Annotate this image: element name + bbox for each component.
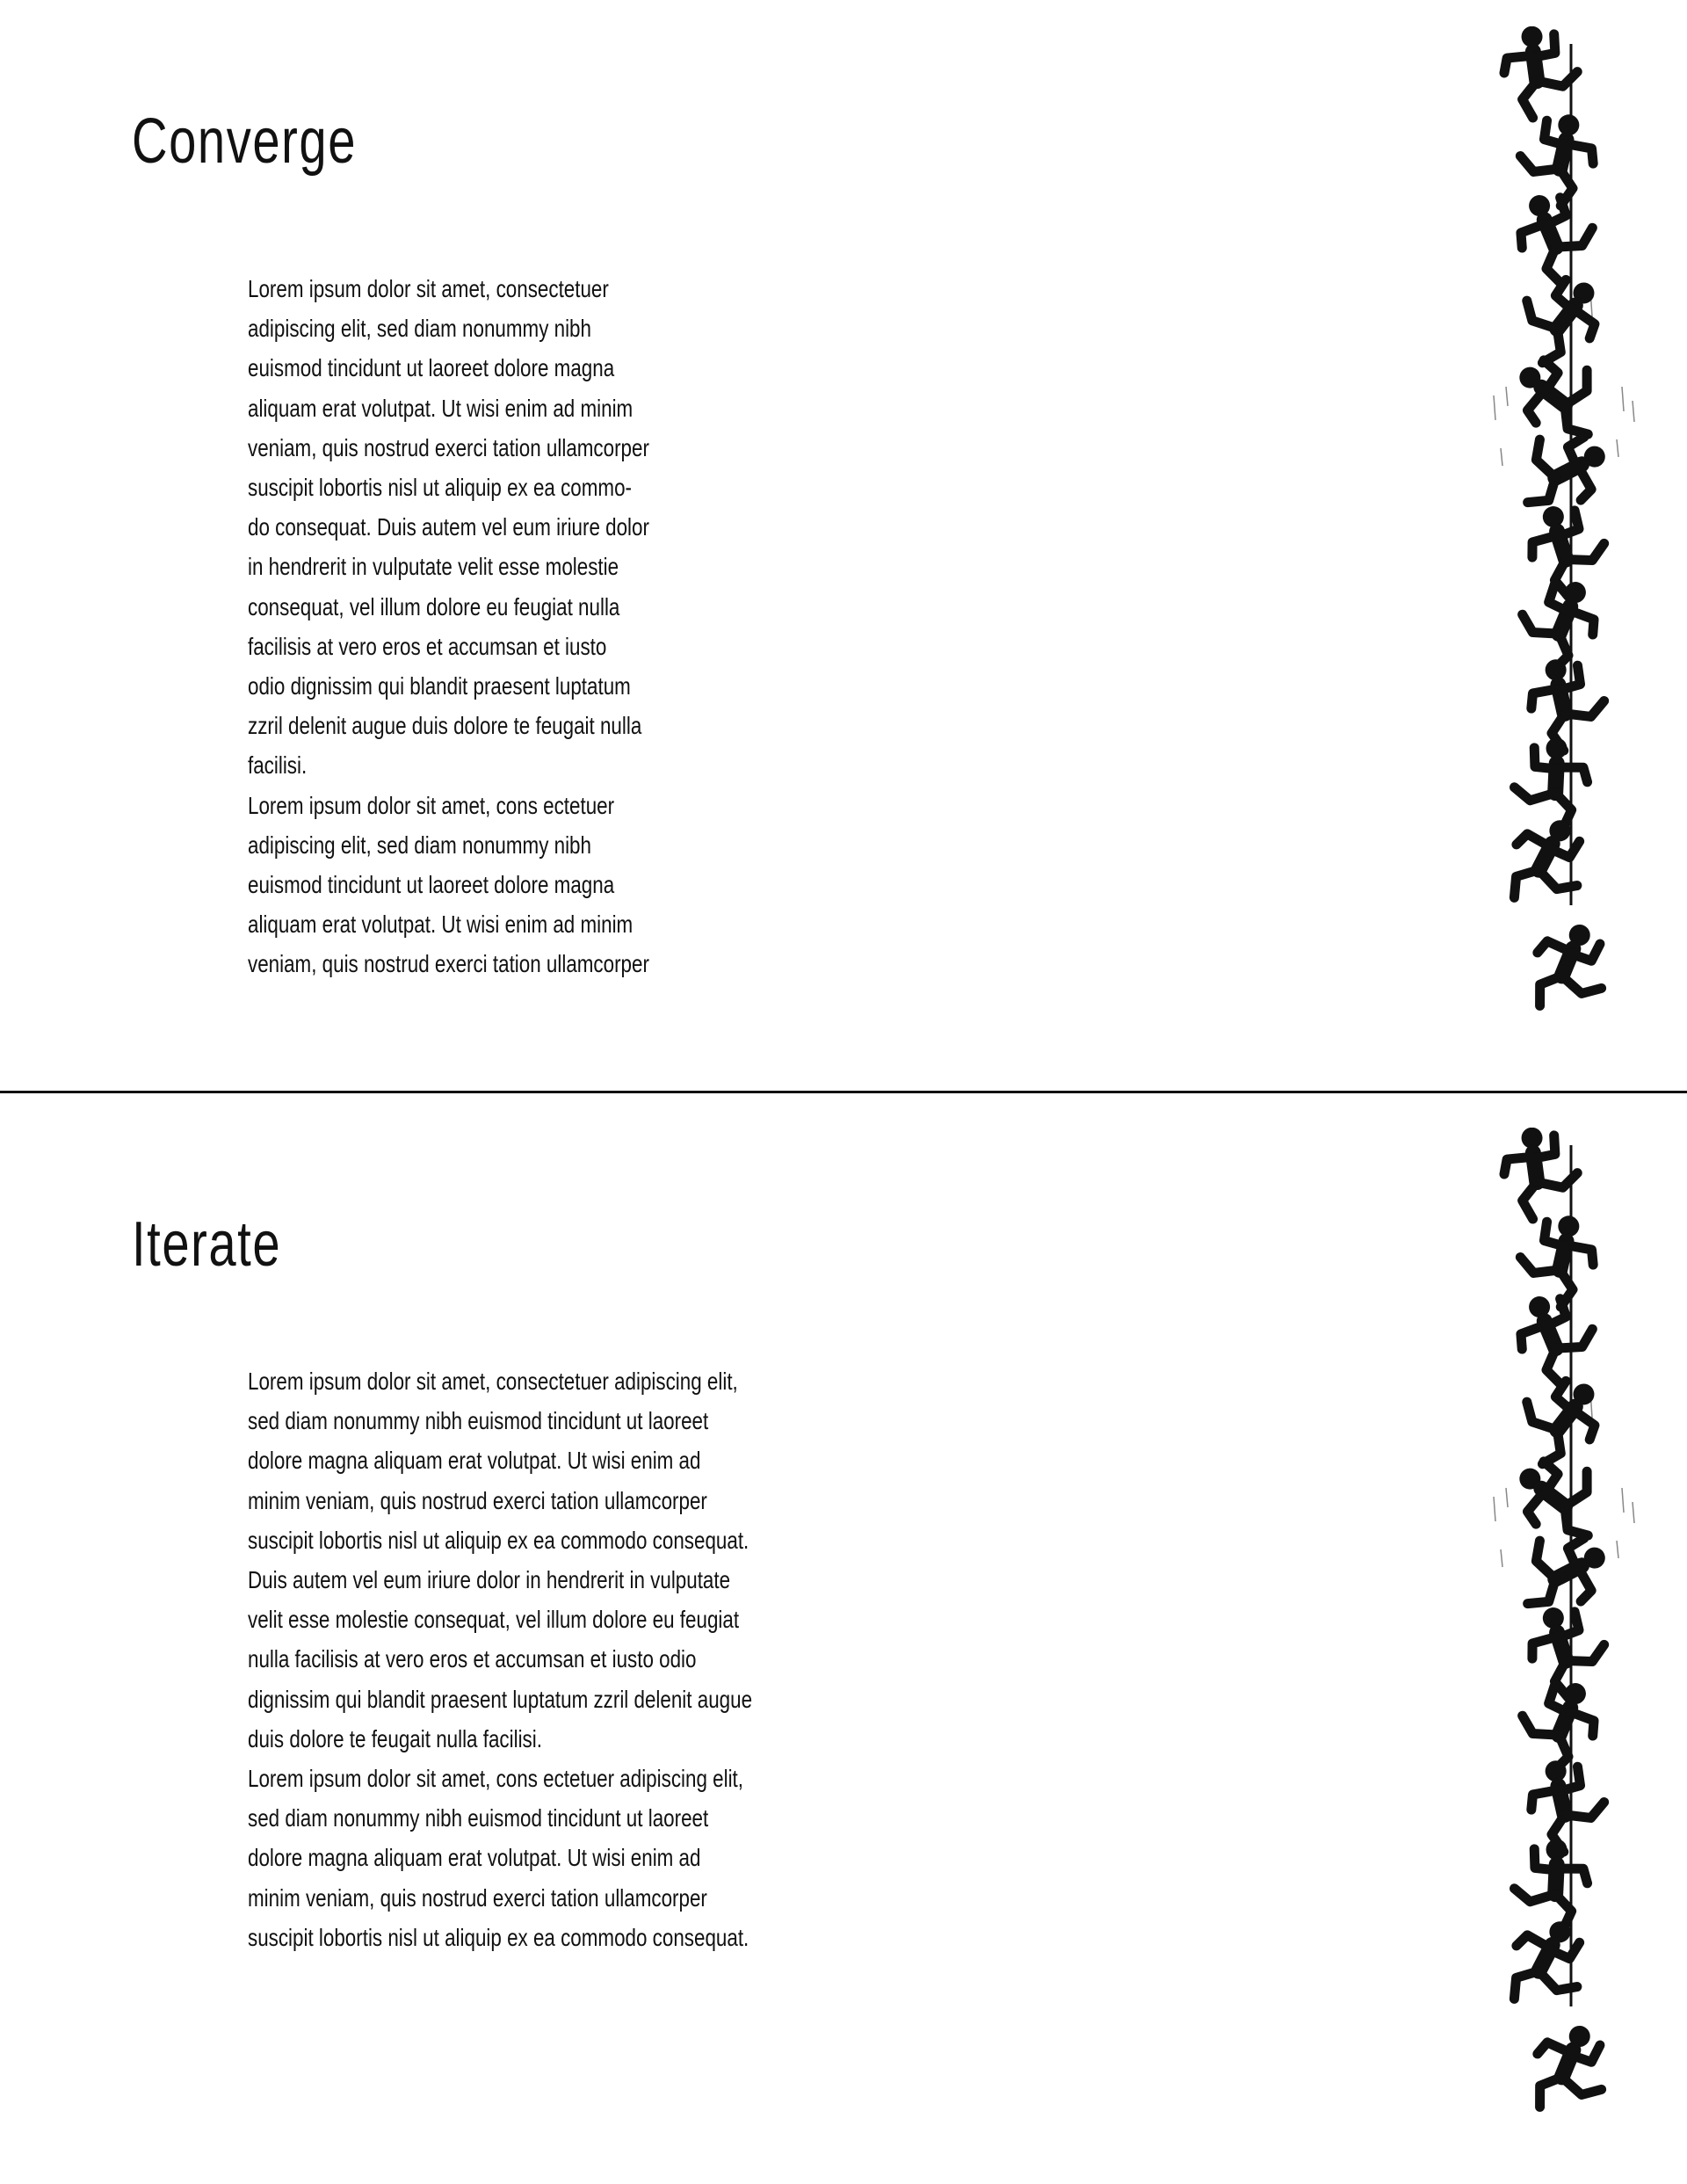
falling-figure-icon [1514, 1594, 1617, 1701]
falling-figure-icon [1506, 349, 1608, 440]
motion-mark [1494, 395, 1495, 420]
falling-figure-icon [1533, 2022, 1607, 2112]
section-divider [0, 1091, 1687, 1093]
section-body-text [248, 269, 649, 984]
body-line: dolore magna aliquam erat volutpat. Ut wisi enim ad [248, 1447, 701, 1475]
body-line: minim veniam, quis nostrud exerci tation ullamcorper [248, 1486, 707, 1514]
body-line: adipiscing elit, sed diam nonummy nibh [248, 315, 591, 343]
falling-figure-icon [1514, 493, 1617, 600]
motion-mark [1617, 1541, 1618, 1558]
body-line: nulla facilisis at vero eros et accumsan et iusto odio [248, 1645, 697, 1673]
falling-figure-icon [1508, 265, 1615, 368]
motion-mark [1622, 387, 1624, 411]
falling-figure-icon [1502, 1282, 1607, 1389]
motion-mark [1506, 387, 1508, 406]
falling-figure-icon [1508, 1367, 1615, 1469]
falling-figure-icon [1507, 1831, 1598, 1933]
body-line: zzril delenit augue duis dolore te feugait nulla [248, 712, 642, 740]
body-line: euismod tincidunt ut laoreet dolore magna [248, 354, 615, 382]
motion-mark [1622, 1488, 1624, 1513]
falling-figure-icon [1508, 1914, 1589, 2009]
falling-figure-icon [1491, 26, 1587, 120]
body-line: Lorem ipsum dolor sit amet, cons ectetuer adipiscing elit, [248, 1765, 743, 1793]
body-line: dolore magna aliquam erat volutpat. Ut wisi enim ad [248, 1844, 701, 1872]
body-line: aliquam erat volutpat. Ut wisi enim ad minim [248, 911, 634, 939]
body-line: Duis autem vel eum iriure dolor in hendrerit in vulputate [248, 1566, 731, 1594]
body-line: aliquam erat volutpat. Ut wisi enim ad minim [248, 394, 634, 422]
body-line: veniam, quis nostrud exerci tation ullamcorper [248, 950, 649, 978]
body-line: suscipit lobortis nisl ut aliquip ex ea commodo consequat. [248, 1923, 749, 1951]
body-line: facilisis at vero eros et accumsan et iusto [248, 632, 607, 660]
falling-figures-illustration [1485, 1128, 1643, 2156]
motion-mark [1633, 401, 1634, 422]
falling-figure-icon [1533, 921, 1607, 1011]
body-line: sed diam nonummy nibh euismod tincidunt ut laoreet [248, 1804, 709, 1832]
falling-figures-svg [1485, 26, 1643, 1055]
body-line: veniam, quis nostrud exerci tation ullamcorper [248, 433, 649, 461]
motion-mark [1617, 439, 1618, 457]
body-line: velit esse molestie consequat, vel illum dolore eu feugiat [248, 1606, 740, 1634]
falling-figure-icon [1502, 181, 1607, 288]
body-line: suscipit lobortis nisl ut aliquip ex ea commo- [248, 474, 632, 502]
iterate-section [0, 1097, 1687, 2184]
body-line: Lorem ipsum dolor sit amet, cons ectetuer [248, 791, 615, 819]
converge-section [0, 0, 1687, 1090]
falling-figures-illustration [1485, 26, 1643, 1055]
falling-figure-icon [1508, 813, 1589, 908]
motion-mark [1501, 1549, 1502, 1567]
body-line: odio dignissim qui blandit praesent luptatum [248, 672, 631, 700]
body-line: suscipit lobortis nisl ut aliquip ex ea commodo consequat. [248, 1526, 749, 1554]
body-line: do consequat. Duis autem vel eum iriure dolor [248, 513, 649, 541]
falling-figure-icon [1517, 429, 1612, 510]
falling-figure-icon [1517, 1530, 1612, 1611]
body-line: Lorem ipsum dolor sit amet, consectetuer [248, 275, 609, 302]
body-line: Lorem ipsum dolor sit amet, consectetuer adipiscing elit, [248, 1368, 738, 1395]
section-title: Converge [132, 106, 357, 177]
body-line: dignissim qui blandit praesent luptatum zzril delenit augue [248, 1685, 753, 1713]
falling-figures-svg [1485, 1128, 1643, 2156]
falling-figure-icon [1507, 729, 1598, 831]
body-line: duis dolore te feugait nulla facilisi. [248, 1724, 542, 1752]
motion-mark [1501, 448, 1502, 466]
falling-figure-icon [1491, 1128, 1587, 1222]
section-body-text [248, 1361, 752, 1957]
body-line: consequat, vel illum dolore eu feugiat nulla [248, 592, 620, 620]
body-line: in hendrerit in vulputate velit esse molestie [248, 553, 619, 581]
motion-mark [1633, 1502, 1634, 1523]
motion-mark [1494, 1497, 1495, 1521]
motion-mark [1506, 1488, 1508, 1507]
body-line: minim veniam, quis nostrud exerci tation ullamcorper [248, 1883, 707, 1912]
section-title: Iterate [132, 1209, 282, 1280]
body-line: euismod tincidunt ut laoreet dolore magna [248, 871, 615, 899]
body-line: sed diam nonummy nibh euismod tincidunt ut laoreet [248, 1407, 709, 1435]
body-line: adipiscing elit, sed diam nonummy nibh [248, 831, 591, 859]
falling-figure-icon [1506, 1450, 1608, 1542]
body-line: facilisi. [248, 751, 308, 780]
